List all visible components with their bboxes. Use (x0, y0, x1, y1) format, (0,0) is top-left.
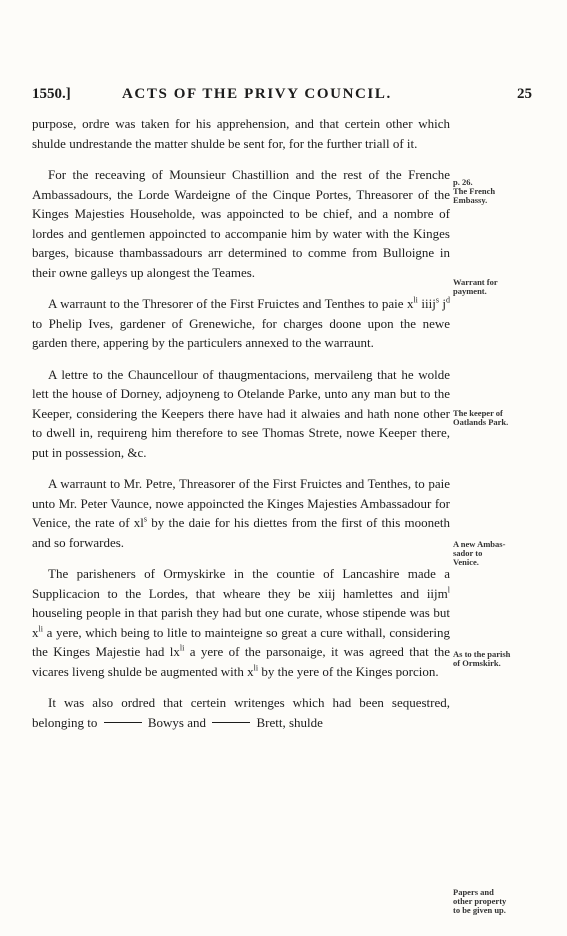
margin-note-keeper: The keeper of Oatlands Park. (453, 408, 509, 427)
header-title: ACTS OF THE PRIVY COUNCIL. (122, 86, 392, 102)
margin-note-papers: Papers and other property to be given up. (453, 887, 507, 915)
paragraph-6: The parisheners of Ormyskirke in the countie of Lancashire made a Supplicacion to the Lordes, that wheare they be xiij hamlettes and iijm$^l$ houseling people in that parish they had but one curate, whose stipende was but $x^{li}$ a yere, which being to litle to mainteigne so great a cure withall, considering the Kinges Majestie had $lx^{li}$ a yere of the parsonaige, it was agreed that the vicares liveng shulde be augmented with $x^{li}$ by the yere of the Kinges porcion. (32, 566, 450, 679)
margin-note-ormskirk: As to the parish of Ormskirk. (453, 649, 511, 668)
paragraph-3: A warraunt to the Thresorer of the First Fruictes and Tenthes to paie $x^{li}$ iiij$^s$ $j^d$ to Phelip Ives, gardener of Grenewiche, for charges doone upon the newe garden there, appering by the particulers annexed to the warraunt. (32, 295, 450, 350)
header-year: 1550.] (32, 86, 71, 102)
running-header (32, 86, 532, 108)
margin-note-warrant: Warrant for payment. (453, 277, 498, 296)
paragraph-7: It was also ordred that certein writenges which had been sequestred, belonging to Bowys and Brett, shulde (32, 695, 450, 730)
margin-note-french-embassy: p. 26. The French Embassy. (453, 177, 496, 205)
margin-note-ambassador: A new Ambas- sador to Venice. (453, 539, 506, 567)
paragraph-5: A warraunt to Mr. Petre, Threasorer of the First Fruictes and Tenthes, to paie unto Mr. Peter Vaunce, nowe appoincted the Kinges Majesties Ambassadour for Venice, the rate of $xl^s$ by the daie for his diettes from the first of this mooneth and so forwardes. (32, 476, 450, 550)
main-text (32, 114, 450, 744)
paragraph-2: For the receaving of Mounsieur Chastillion and the rest of the Frenche Ambassadours, the Lorde Wardeigne of the Cinque Portes, Threasorer of the Kinges Majesties Householde, was appoincted to be chief, and a nombre of lordes and gentlemen appoincted to accompanie him by water with the Kinges barges, bicause thambassadours arr determined to comme from Bulloigne in their owne galleys up alongest the Teames. (32, 167, 450, 280)
page-number: 25 (517, 86, 532, 102)
paragraph-4: A lettre to the Chauncellour of thaugmentacions, mervaileng that he wolde lett the house of Dorney, adjoyneng to Otelande Parke, unto any man but to the Keeper, considering the Keepers there have had it alwaies and hath none other to dwell in, requireng him therefore to see Thomas Strete, nowe Keeper there, put in possession, &c. (32, 366, 450, 460)
paragraph-1: purpose, ordre was taken for his apprehension, and that certein other which shulde undrestande the matter shulde be sent for, for the further triall of it. (32, 116, 450, 151)
